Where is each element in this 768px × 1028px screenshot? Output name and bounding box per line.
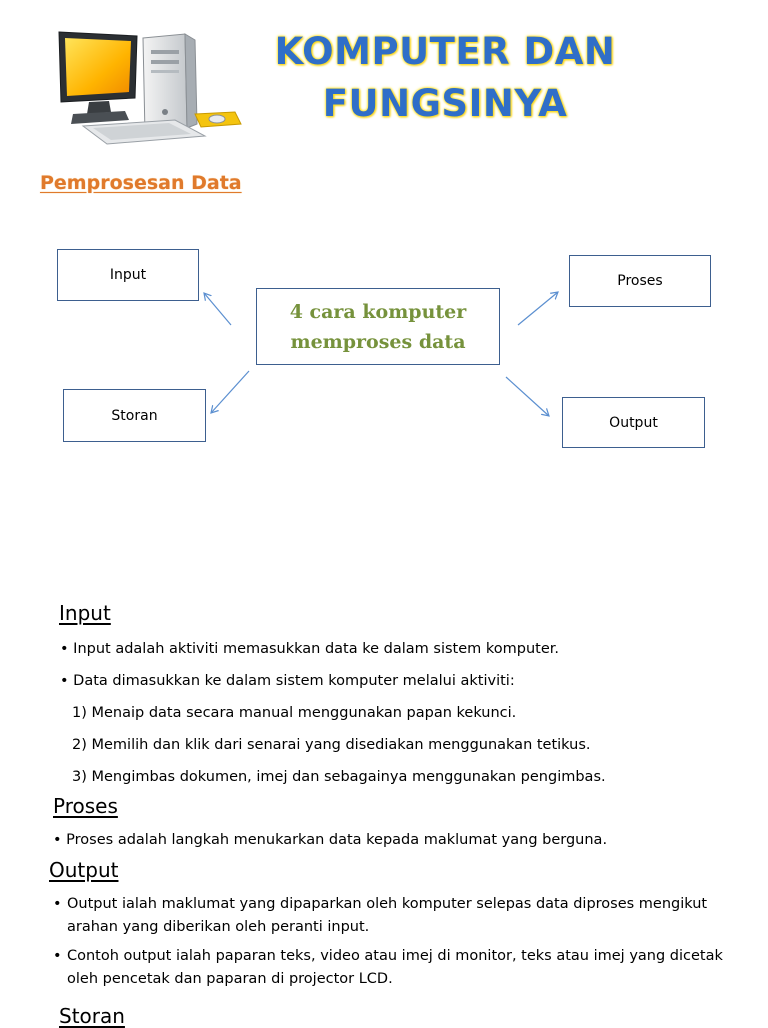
- proses-heading: Proses: [53, 794, 118, 818]
- diagram-box-proses-label: Proses: [617, 273, 663, 289]
- proses-bullet-1-text: Proses adalah langkah menukarkan data kepada maklumat yang berguna.: [66, 832, 608, 848]
- input-bullet-1: [60, 638, 559, 661]
- bullet-dot: •: [53, 948, 62, 964]
- input-bullet-1-text: Input adalah aktiviti memasukkan data ke dalam sistem komputer.: [73, 641, 559, 657]
- arrow-to-proses: [518, 292, 558, 325]
- diagram-center-line-2: memproses data: [290, 330, 466, 353]
- arrow-to-input: [204, 293, 231, 325]
- output-bullet-2: [53, 945, 733, 991]
- diagram-box-output: [562, 397, 705, 448]
- section-heading: Pemprosesan Data: [40, 172, 242, 194]
- proses-bullet-1: [53, 829, 607, 852]
- storan-heading: Storan: [59, 1004, 125, 1028]
- bullet-dot: •: [60, 673, 69, 689]
- input-bullet-2: [60, 670, 515, 693]
- output-heading: Output: [49, 858, 119, 882]
- arrow-to-output: [506, 377, 549, 416]
- diagram-box-storan-label: Storan: [111, 407, 158, 424]
- title-line-2: FUNGSINYA: [322, 82, 568, 125]
- input-heading: Input: [59, 601, 111, 625]
- diagram-box-proses: [569, 255, 711, 307]
- bullet-dot: •: [53, 896, 62, 912]
- output-bullet-1-text: Output ialah maklumat yang dipaparkan oleh komputer selepas data diproses mengikut arahan yang diberikan oleh peranti input.: [67, 896, 708, 935]
- bullet-dot: •: [53, 832, 62, 848]
- input-step-2: 2) Memilih dan klik dari senarai yang disediakan menggunakan tetikus.: [72, 737, 591, 753]
- bullet-dot: •: [60, 641, 69, 657]
- output-bullet-1: [53, 893, 713, 939]
- diagram-box-input-label: Input: [109, 267, 147, 283]
- arrow-to-storan: [211, 371, 249, 413]
- input-bullet-2-text: Data dimasukkan ke dalam sistem komputer melalui aktiviti:: [73, 673, 515, 689]
- title-line-1: KOMPUTER DAN: [274, 30, 616, 73]
- output-bullet-2-text: Contoh output ialah paparan teks, video atau imej di monitor, teks atau imej yang dicetak oleh pencetak dan paparan di projector LCD.: [67, 948, 723, 987]
- input-step-3: 3) Mengimbas dokumen, imej dan sebagainya menggunakan pengimbas.: [72, 769, 606, 785]
- diagram-box-output-label: Output: [609, 414, 658, 431]
- diagram-center-box: [256, 288, 500, 365]
- diagram-box-input: [57, 249, 199, 301]
- diagram-box-storan: [63, 389, 206, 442]
- input-step-1: 1) Menaip data secara manual menggunakan papan kekunci.: [72, 705, 517, 721]
- diagram-center-line-1: 4 cara komputer: [289, 300, 467, 323]
